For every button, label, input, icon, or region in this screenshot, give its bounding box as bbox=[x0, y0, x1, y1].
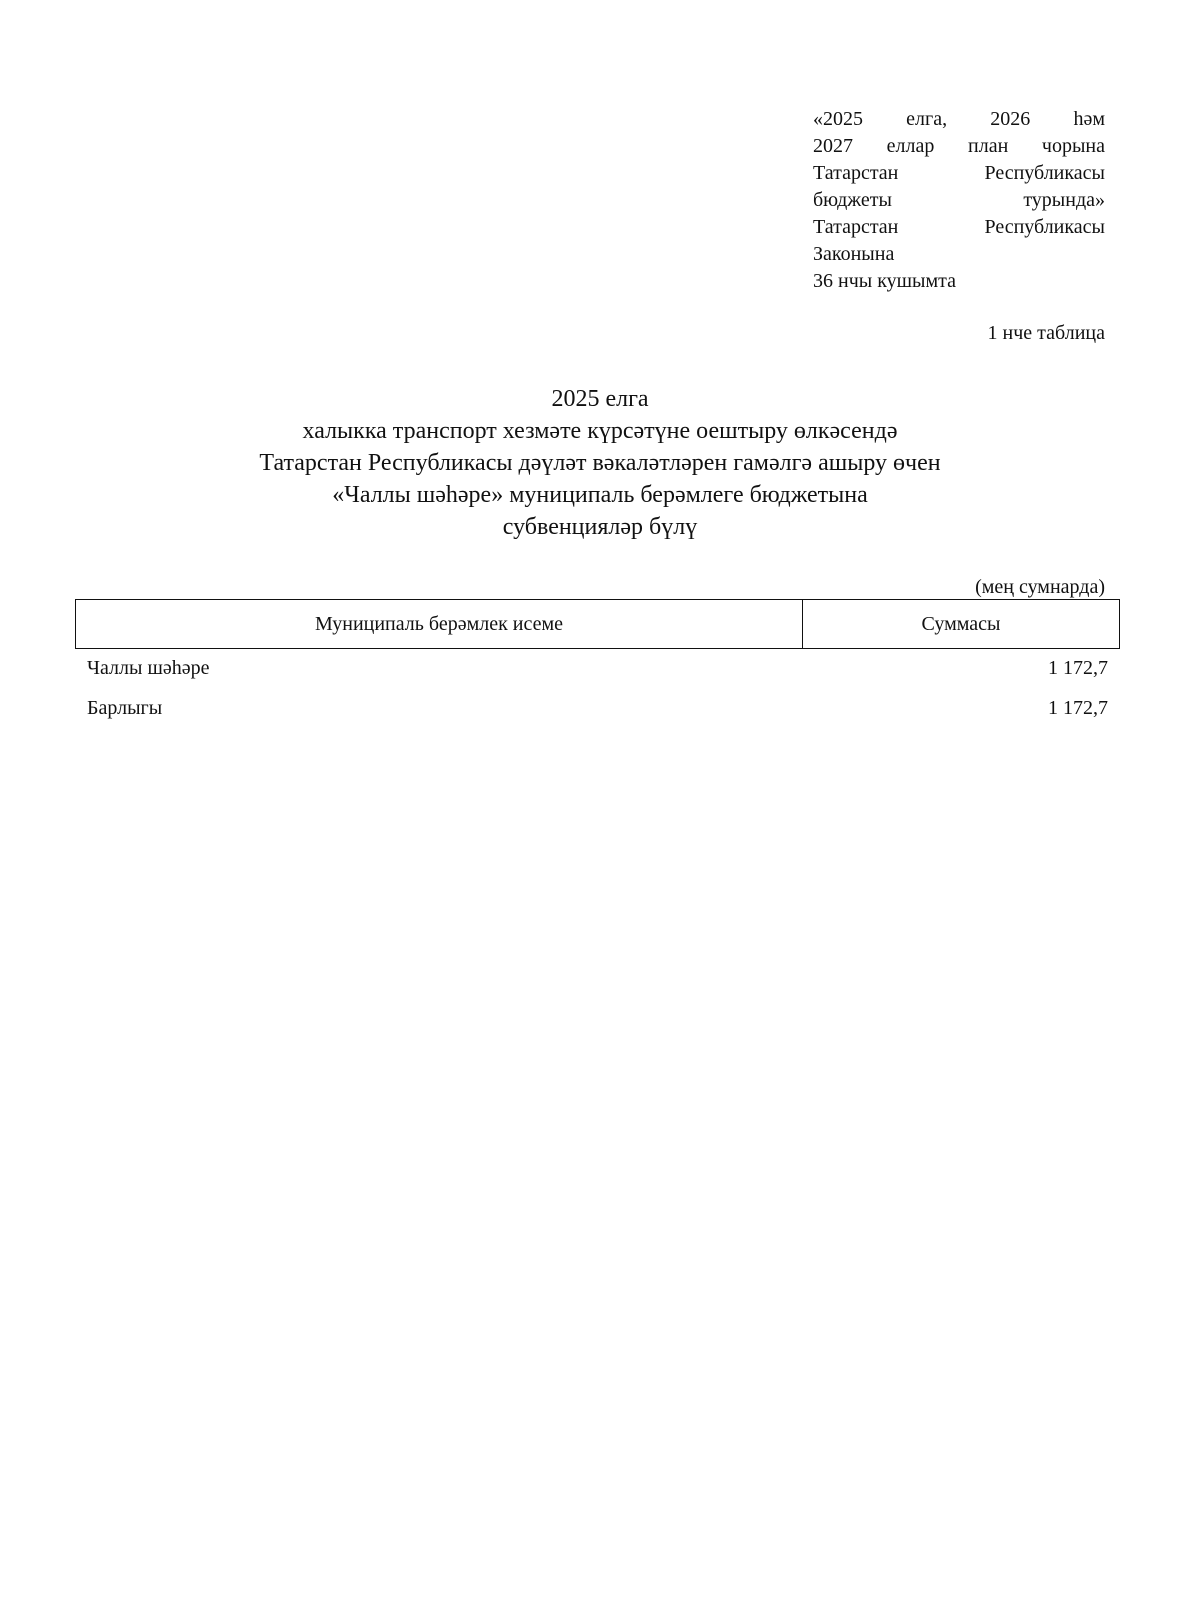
row-name: Чаллы шәһәре bbox=[87, 657, 210, 679]
appendix-line-3: Татарстан Республикасы bbox=[813, 162, 1105, 184]
row-sum: 1 172,7 bbox=[1048, 697, 1108, 719]
title-line-2: халыкка транспорт хезмәте күрсәтүне оештыру өлкәсендә bbox=[302, 418, 898, 444]
title-line-5: субвенцияләр бүлү bbox=[502, 514, 698, 540]
title-line-3: Татарстан Республикасы дәүләт вәкаләтләрен гамәлгә ашыру өчен bbox=[259, 450, 941, 476]
title-line-4: «Чаллы шәһәре» муниципаль берәмлеге бюджетына bbox=[332, 482, 868, 508]
table-number: 1 нче таблица bbox=[987, 322, 1105, 344]
document-title bbox=[150, 383, 1050, 543]
appendix-line-1: «2025 елга, 2026 һәм bbox=[813, 108, 1105, 130]
appendix-line-7: 36 нчы кушымта bbox=[813, 270, 956, 292]
row-sum: 1 172,7 bbox=[1048, 657, 1108, 679]
appendix-reference bbox=[813, 106, 1105, 295]
title-line-1: 2025 елга bbox=[551, 386, 649, 412]
appendix-line-4: бюджеты турында» bbox=[813, 189, 1105, 211]
appendix-line-5: Татарстан Республикасы bbox=[813, 216, 1105, 238]
appendix-line-2: 2027 еллар план чорына bbox=[813, 135, 1105, 157]
table-header bbox=[75, 599, 1120, 649]
subvention-table bbox=[75, 599, 1120, 721]
table-row bbox=[75, 655, 1120, 681]
units-note: (мең сумнарда) bbox=[975, 576, 1105, 598]
header-name: Муниципаль берәмлек исеме bbox=[76, 600, 803, 648]
appendix-line-6: Законына bbox=[813, 243, 895, 265]
row-name: Барлыгы bbox=[87, 697, 163, 719]
table-row-total bbox=[75, 695, 1120, 721]
header-sum: Суммасы bbox=[921, 613, 1001, 635]
